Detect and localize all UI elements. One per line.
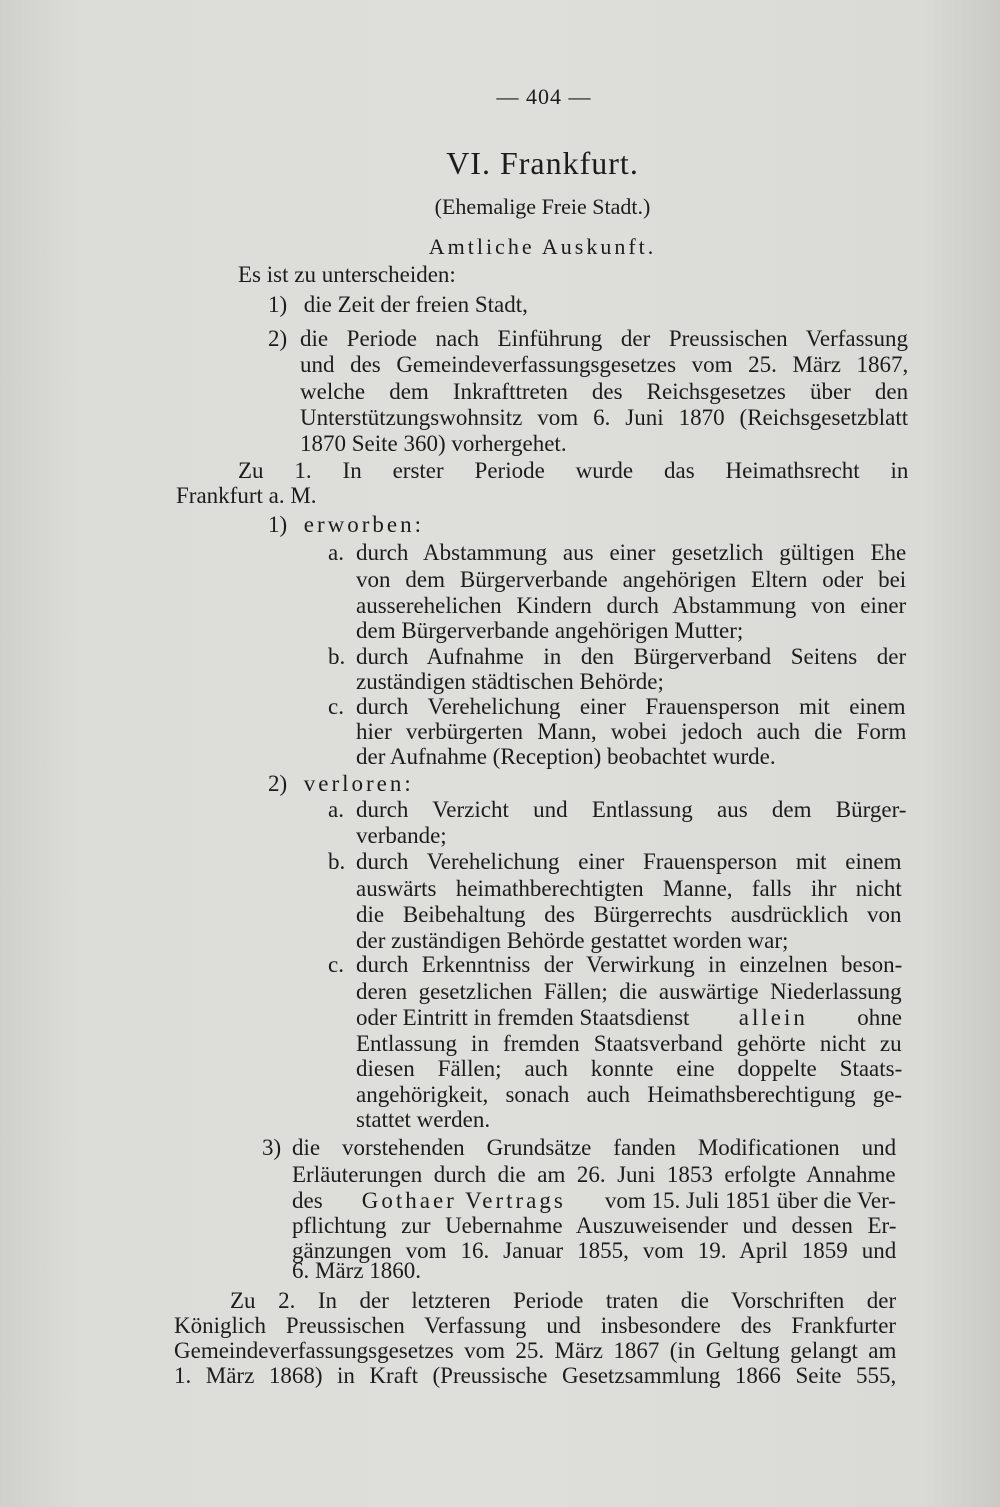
emphasis-allein: allein (738, 1005, 808, 1030)
list-number: 1) (268, 512, 288, 537)
text-line: welche dem Inkrafttreten des Reichsgesetzes über den (300, 379, 909, 404)
text-line: Zu 2. In der letzteren Periode traten die Vorschriften der (230, 1288, 897, 1313)
list-number-3: 3) (262, 1135, 282, 1160)
list-number: 2) (268, 771, 288, 796)
text-line: die Periode nach Einführung der Preussischen Verfassung (300, 326, 908, 351)
text-line: durch Erkenntniss der Verwirkung in einzelnen beson- (356, 952, 903, 977)
text-line: Zu 1. In erster Periode wurde das Heimathsrecht in (238, 458, 909, 483)
text-line: 1. März 1868) in Kraft (Preussische Gesetzsammlung 1866 Seite 555, (174, 1363, 897, 1388)
text-line: die vorstehenden Grundsätze fanden Modificationen und (292, 1135, 897, 1160)
subheading-erworben (268, 512, 424, 538)
item-letter: c. (328, 952, 344, 977)
page-number: — 404 — (496, 84, 592, 109)
text-fragment: vom 15. Juli 1851 über die Ver- (604, 1188, 896, 1213)
text-line: auswärts heimathberechtigten Manne, falls ihr nicht (356, 876, 902, 901)
item-letter: b. (328, 644, 346, 669)
text-line: der Aufnahme (Reception) beobachtet wurde. (356, 744, 776, 769)
intro-text: Es ist zu unterscheiden: (238, 262, 456, 287)
list-label: erworben: (303, 512, 424, 537)
text-fragment: des (292, 1188, 323, 1213)
item-letter: a. (328, 797, 344, 822)
text-line: pflichtung zur Uebernahme Auszuweisender und dessen Er- (292, 1213, 897, 1238)
text-line: Frankfurt a. M. (176, 483, 317, 508)
text-line: hier verbürgerten Mann, wobei jedoch auch die Form (356, 719, 907, 744)
item-letter: b. (328, 849, 346, 874)
text-line: Entlassung in fremden Staatsverband gehörte nicht zu (356, 1031, 902, 1056)
subheading-verloren (268, 771, 414, 797)
text-line: stattet werden. (356, 1107, 491, 1132)
text-line: durch Verehelichung einer Frauensperson mit einem (356, 849, 902, 874)
text-line: die Beibehaltung des Bürgerrechts ausdrücklich von (356, 902, 902, 927)
text-line: diesen Fällen; auch konnte eine doppelte Staats- (356, 1056, 903, 1081)
text-line: Unterstützungswohnsitz vom 6. Juni 1870 (Reichsgesetzblatt (300, 405, 909, 430)
text-line: gänzungen vom 16. Januar 1855, vom 19. April 1859 und (292, 1238, 897, 1263)
text-line: dem Bürgerverbande angehörigen Mutter; (356, 618, 744, 643)
heading-amtliche-auskunft: Amtliche Auskunft. (428, 234, 657, 259)
text-line: deren gesetzlichen Fällen; die auswärtige Niederlassung (356, 979, 902, 1004)
text-line (356, 1005, 902, 1031)
item-letter: c. (328, 694, 344, 719)
text-line: Königlich Preussischen Verfassung und insbesondere des Frankfurter (174, 1313, 897, 1338)
text-line: durch Abstammung aus einer gesetzlich gültigen Ehe (356, 540, 907, 565)
list-number-2: 2) (268, 326, 288, 351)
text-fragment: oder Eintritt in fremden Staatsdienst (356, 1005, 690, 1030)
text-line: Erläuterungen durch die am 26. Juni 1853 erfolgte Annahme (292, 1162, 896, 1187)
text-line: Gemeindeverfassungsgesetzes vom 25. März 1867 (in Geltung gelangt am (174, 1338, 897, 1363)
item-letter: a. (328, 540, 344, 565)
text-line: zuständigen städtischen Behörde; (356, 669, 664, 694)
section-title: VI. Frankfurt. (446, 145, 639, 181)
text-line: von dem Bürgerverbande angehörigen Eltern oder bei (356, 567, 907, 592)
text-line: 6. März 1860. (292, 1258, 422, 1283)
emphasis-gothaer-vertrags: Gothaer Vertrags (361, 1188, 566, 1213)
text-line (292, 1188, 896, 1214)
list-item-1 (268, 292, 528, 318)
text-line: angehörigkeit, sonach auch Heimathsberechtigung ge- (356, 1082, 903, 1107)
text-line: der zuständigen Behörde gestattet worden war; (356, 928, 789, 953)
text-fragment: ohne (857, 1005, 902, 1030)
section-subtitle: (Ehemalige Freie Stadt.) (434, 194, 651, 219)
text-line: und des Gemeindeverfassungsgesetzes vom 25. März 1867, (300, 352, 909, 377)
text-line: verbande; (356, 823, 447, 848)
list-text: die Zeit der freien Stadt, (303, 292, 528, 317)
text-line: durch Verehelichung einer Frauensperson mit einem (356, 694, 906, 719)
text-line: durch Verzicht und Entlassung aus dem Bürger- (356, 797, 907, 822)
list-label: verloren: (303, 771, 414, 796)
text-line: durch Aufnahme in den Bürgerverband Seitens der (356, 644, 907, 669)
text-line: 1870 Seite 360) vorhergehet. (300, 431, 567, 456)
text-line: ausserehelichen Kindern durch Abstammung von einer (356, 593, 907, 618)
list-number: 1) (268, 292, 288, 317)
